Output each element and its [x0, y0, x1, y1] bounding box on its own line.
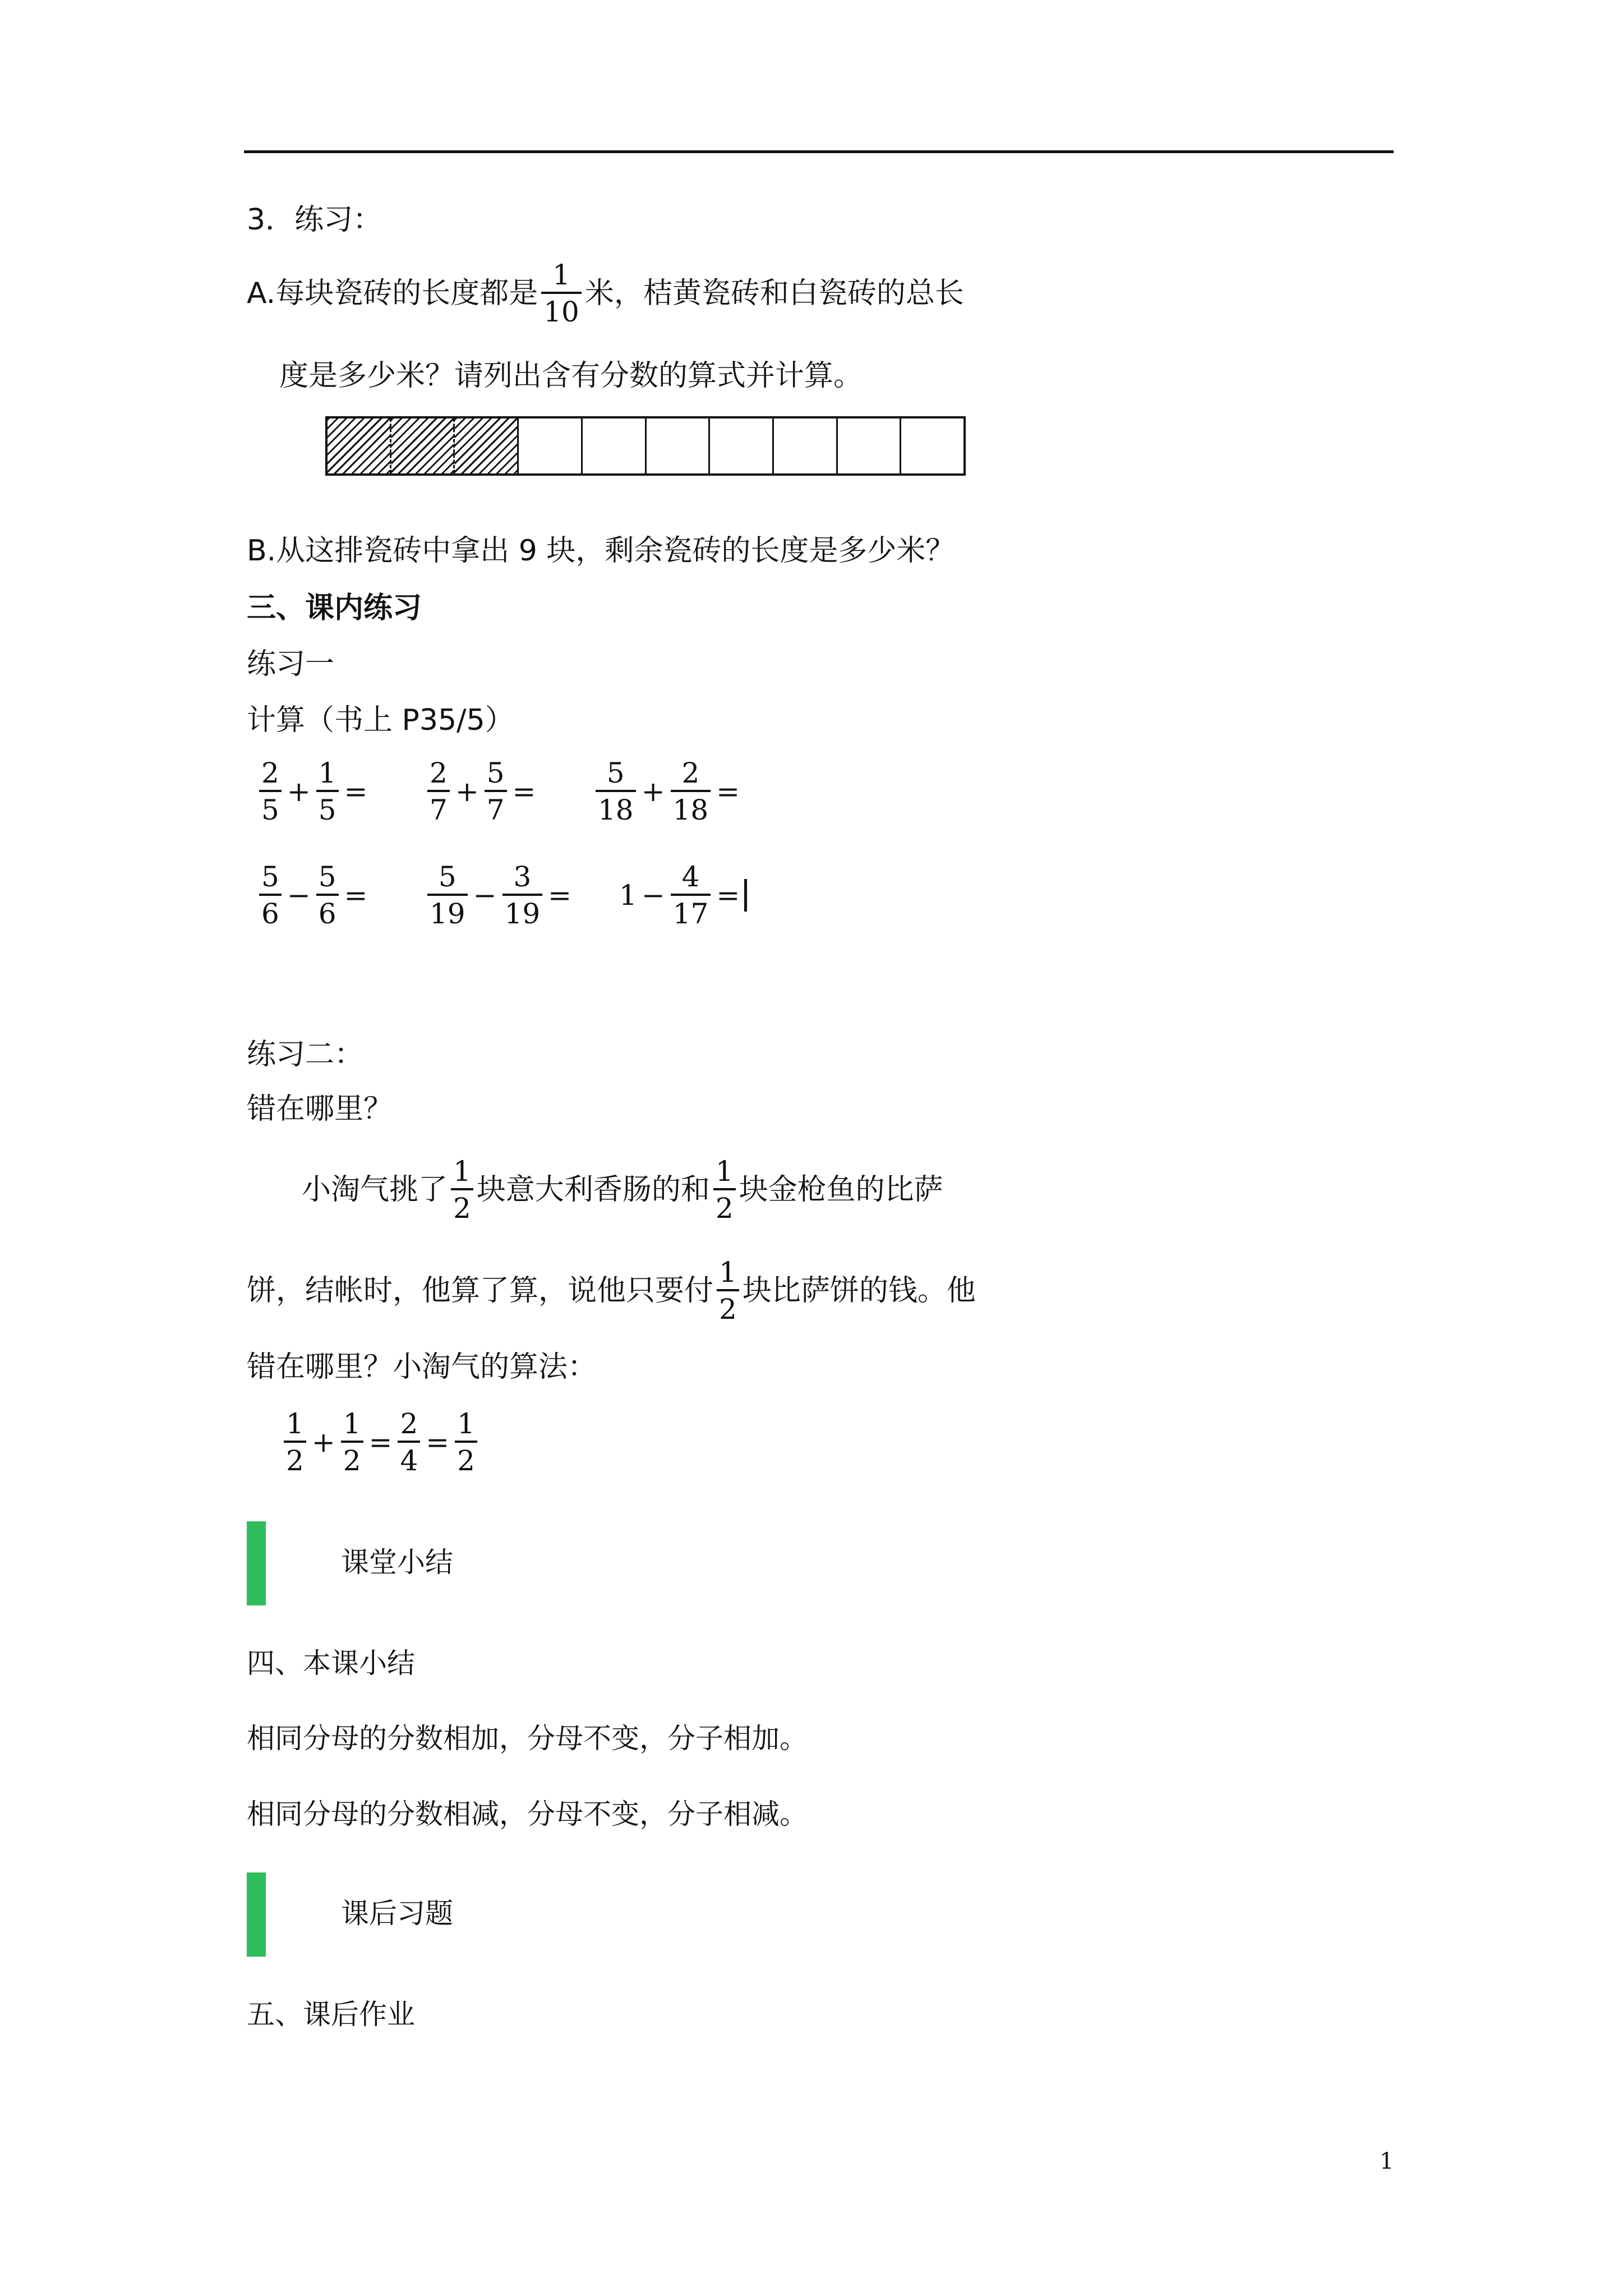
summary-rule-addition: 相同分母的分数相加，分母不变，分子相加。	[247, 1722, 808, 1755]
header-rule	[244, 150, 1394, 153]
fraction-half-3: $\frac{1}{2}$	[717, 1257, 739, 1325]
text-cursor	[744, 879, 747, 912]
expr-row1-1: $\frac{2}{5}$ + $\frac{1}{5}$ =	[256, 757, 370, 826]
section-three-heading: 三、课内练习	[247, 591, 422, 625]
exercise-one-title: 练习一	[247, 647, 335, 681]
tile-row-diagram	[325, 416, 966, 476]
section-3-heading: 3．练习：	[247, 203, 382, 237]
tile-white-4	[710, 418, 774, 473]
tile-white-1	[519, 418, 583, 473]
expr-row2-1: $\frac{5}{6}$ − $\frac{5}{6}$ =	[256, 861, 370, 930]
tile-white-7	[901, 418, 963, 473]
question-b: B.从这排瓷砖中拿出 9 块，剩余瓷砖的长度是多少米？	[247, 534, 955, 568]
page-number: 1	[1380, 2148, 1394, 2174]
tile-orange-2	[391, 418, 455, 473]
tile-orange-3	[455, 418, 519, 473]
section-five-heading: 五、课后作业	[247, 1998, 415, 2031]
fraction-half-2: $\frac{1}{2}$	[713, 1156, 736, 1224]
question-a-line1	[247, 259, 964, 328]
story-line2: 饼，结帐时，他算了算，说他只要付 $\frac{1}{2}$ 块比萨饼的钱。他	[247, 1256, 976, 1326]
story-line3: 错在哪里？小淘气的算法：	[247, 1350, 597, 1384]
summary-rule-subtraction: 相同分母的分数相减，分母不变，分子相减。	[247, 1798, 808, 1830]
tile-white-6	[838, 418, 902, 473]
expr-row2-3: 1 − $\frac{4}{17}$ =	[617, 861, 747, 930]
fraction-half-1: $\frac{1}{2}$	[451, 1156, 473, 1224]
section-four-heading: 四、本课小结	[247, 1647, 415, 1680]
fraction-one-tenth: $\frac{1}{10}$	[541, 259, 582, 328]
summary-accent-bar	[247, 1521, 266, 1605]
question-a-text-before: A.每块瓷砖的长度都是	[247, 277, 538, 310]
tile-orange-1	[328, 418, 391, 473]
exercise-one-subtitle: 计算（书上 P35/5）	[247, 703, 514, 737]
expr-row1-2: $\frac{2}{7}$ + $\frac{5}{7}$ =	[424, 757, 538, 826]
story-line1: 小淘气挑了 $\frac{1}{2}$ 块意大利香肠的和 $\frac{1}{2}$ 块金枪鱼的比萨	[302, 1155, 943, 1225]
summary-label: 课堂小结	[341, 1546, 453, 1579]
homework-label: 课后习题	[341, 1897, 453, 1930]
tile-white-3	[647, 418, 711, 473]
exercise-two-subtitle: 错在哪里？	[247, 1092, 393, 1126]
expr-row2-2: $\frac{5}{19}$ − $\frac{3}{19}$ =	[424, 861, 574, 930]
question-a-line2: 度是多少米？请列出含有分数的算式并计算。	[279, 359, 863, 393]
naughty-calculation: $\frac{1}{2}$ + $\frac{1}{2}$ = $\frac{2}{4}$ = $\frac{1}{2}$	[280, 1408, 481, 1476]
tile-white-2	[583, 418, 647, 473]
tile-white-5	[774, 418, 838, 473]
homework-accent-bar	[247, 1872, 266, 1957]
expr-row1-3: $\frac{5}{18}$ + $\frac{2}{18}$ =	[592, 757, 742, 826]
question-a-text-after: 米，桔黄瓷砖和白瓷砖的总长	[584, 277, 964, 310]
exercise-two-title: 练习二：	[247, 1038, 364, 1071]
